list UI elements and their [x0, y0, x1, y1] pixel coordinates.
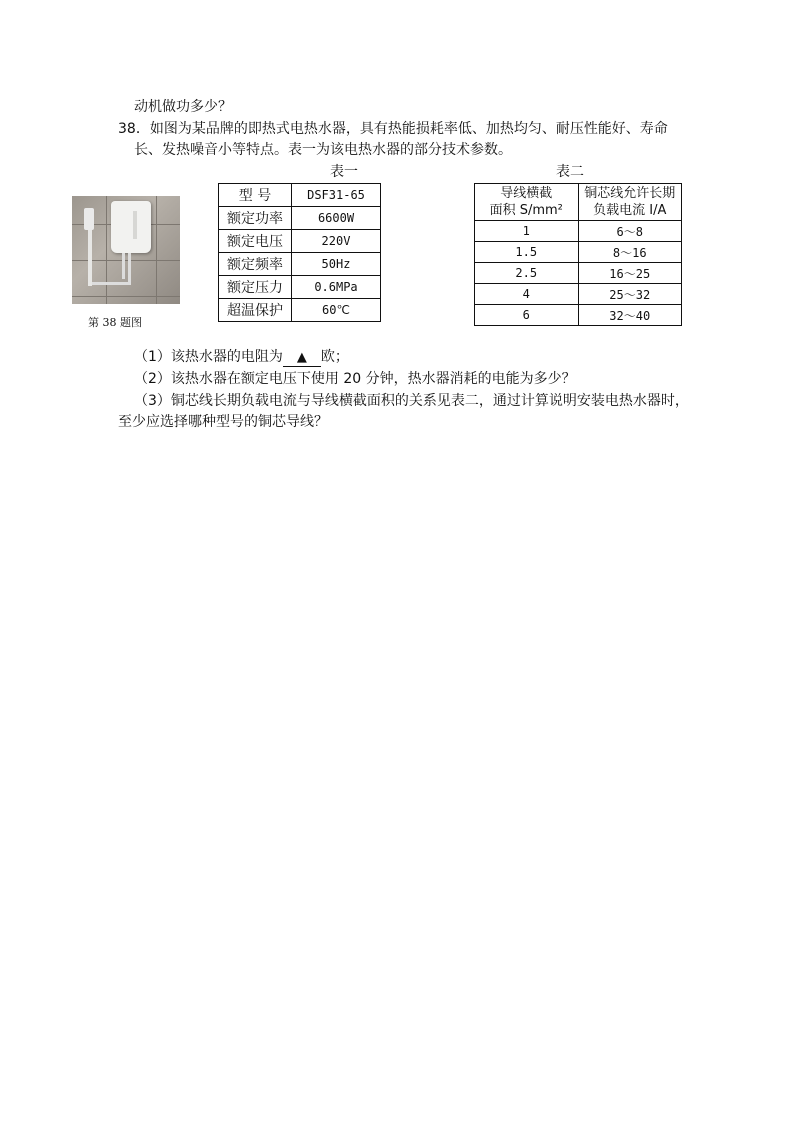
spec-table-1 [218, 183, 381, 322]
triangle-marker: ▲ [296, 350, 307, 365]
spec-key: 额定功率 [219, 207, 292, 230]
table-row [219, 276, 381, 299]
table-row [475, 305, 682, 326]
table-cell: 4 [475, 284, 579, 305]
table-cell: 6～8 [578, 221, 682, 242]
figure-caption: 第 38 题图 [88, 316, 142, 329]
table-row [219, 230, 381, 253]
table-row [475, 221, 682, 242]
table-header-row [475, 184, 682, 221]
table2-title: 表二 [556, 164, 584, 180]
table-cell: 8～16 [578, 242, 682, 263]
answer-blank [283, 349, 321, 367]
table-cell: 25～32 [578, 284, 682, 305]
table-cell: 1 [475, 221, 579, 242]
table-row [475, 263, 682, 284]
table-cell: 6 [475, 305, 579, 326]
water-heater-photo [72, 196, 180, 304]
subquestion-1-unit: 欧； [320, 349, 349, 365]
spec-key: 额定压力 [219, 276, 292, 299]
spec-key: 额定电压 [219, 230, 292, 253]
spec-value: 60℃ [292, 299, 381, 322]
subquestion-3: （3）铜芯线长期负载电流与导线横截面积的关系见表二，通过计算说明安装电热水器时， [134, 393, 689, 409]
table-cell: 2.5 [475, 263, 579, 284]
table-row [219, 253, 381, 276]
table-row [475, 284, 682, 305]
spec-key: 超温保护 [219, 299, 292, 322]
spec-value: 0.6MPa [292, 276, 381, 299]
text-line-prev: 动机做功多少？ [134, 99, 232, 115]
wire-table-2 [474, 183, 682, 326]
subquestion-2: （2）该热水器在额定电压下使用 20 分钟，热水器消耗的电能为多少？ [134, 371, 576, 387]
spec-value: 50Hz [292, 253, 381, 276]
spec-value: 6600W [292, 207, 381, 230]
spec-value: DSF31-65 [292, 184, 381, 207]
spec-key: 额定频率 [219, 253, 292, 276]
table1-title: 表一 [330, 164, 358, 180]
table-row [475, 242, 682, 263]
table-row [219, 299, 381, 322]
subquestion-1 [134, 348, 349, 367]
spec-value: 220V [292, 230, 381, 253]
table-cell: 1.5 [475, 242, 579, 263]
table-row [219, 184, 381, 207]
question-38-stem-cont: 长、发热噪音小等特点。表一为该电热水器的部分技术参数。 [134, 142, 512, 158]
column-header: 导线横截 面积 S/mm² [475, 184, 579, 221]
spec-key: 型 号 [219, 184, 292, 207]
column-header: 铜芯线允许长期 负载电流 I/A [578, 184, 682, 221]
table-cell: 16～25 [578, 263, 682, 284]
subquestion-3-cont: 至少应选择哪种型号的铜芯导线？ [118, 414, 328, 430]
subquestion-1-text: （1）该热水器的电阻为 [134, 349, 283, 365]
question-38-stem: 38．如图为某品牌的即热式电热水器，具有热能损耗率低、加热均匀、耐压性能好、寿命 [118, 121, 668, 137]
table-row [219, 207, 381, 230]
table-cell: 32～40 [578, 305, 682, 326]
